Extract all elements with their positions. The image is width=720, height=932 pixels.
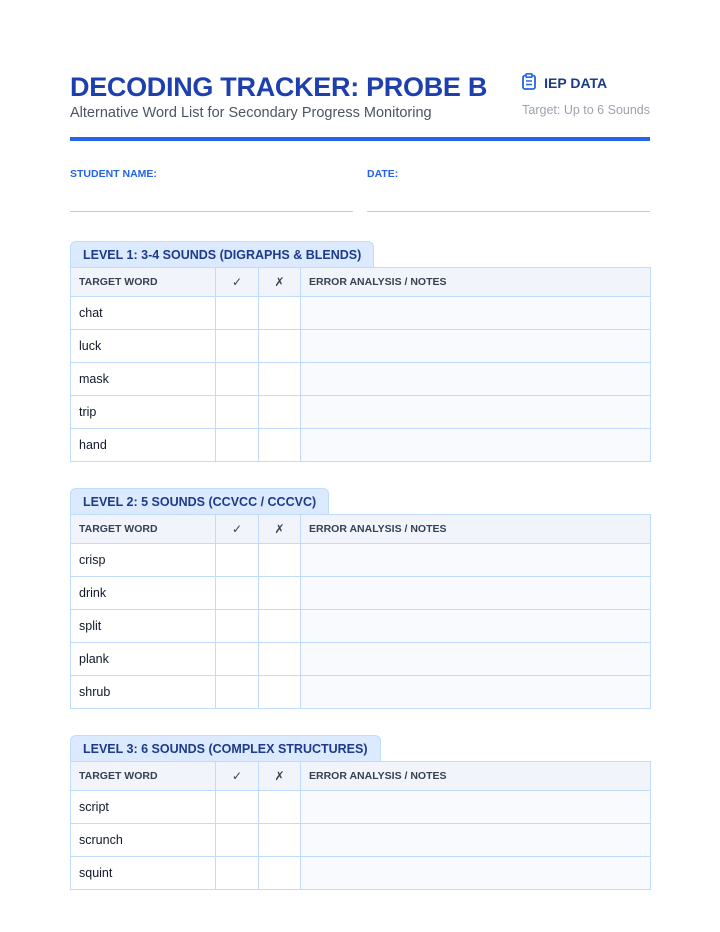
notes-cell[interactable] [301, 824, 651, 857]
col-header-notes: ERROR ANALYSIS / NOTES [301, 515, 651, 544]
student-name-label: STUDENT NAME: [70, 168, 157, 180]
col-header-correct: ✓ [216, 515, 259, 544]
iep-badge-title: IEP DATA [544, 75, 608, 91]
correct-mark-cell[interactable] [216, 363, 259, 396]
target-word: luck [71, 330, 216, 363]
correct-mark-cell[interactable] [216, 643, 259, 676]
correct-mark-cell[interactable] [216, 824, 259, 857]
target-word: crisp [71, 544, 216, 577]
word-table [70, 761, 651, 890]
incorrect-mark-cell[interactable] [259, 676, 301, 709]
table-row [71, 824, 651, 857]
table-row [71, 791, 651, 824]
section-title: LEVEL 1: 3-4 SOUNDS (DIGRAPHS & BLENDS) [70, 241, 374, 268]
incorrect-mark-cell[interactable] [259, 791, 301, 824]
table-row [71, 577, 651, 610]
col-header-incorrect: ✗ [259, 268, 301, 297]
table-header-row [71, 268, 651, 297]
notes-cell[interactable] [301, 429, 651, 462]
table-header-row [71, 762, 651, 791]
notes-cell[interactable] [301, 791, 651, 824]
incorrect-mark-cell[interactable] [259, 577, 301, 610]
target-word: shrub [71, 676, 216, 709]
table-row [71, 544, 651, 577]
col-header-notes: ERROR ANALYSIS / NOTES [301, 762, 651, 791]
header-divider [70, 137, 650, 141]
iep-badge [522, 73, 650, 117]
target-word: drink [71, 577, 216, 610]
incorrect-mark-cell[interactable] [259, 429, 301, 462]
target-word: split [71, 610, 216, 643]
col-header-word: TARGET WORD [71, 268, 216, 297]
notes-cell[interactable] [301, 330, 651, 363]
target-word: chat [71, 297, 216, 330]
incorrect-mark-cell[interactable] [259, 396, 301, 429]
target-word: trip [71, 396, 216, 429]
table-row [71, 330, 651, 363]
target-word: hand [71, 429, 216, 462]
table-row [71, 297, 651, 330]
iep-badge-subtitle: Target: Up to 6 Sounds [522, 103, 650, 117]
word-table [70, 514, 651, 709]
correct-mark-cell[interactable] [216, 330, 259, 363]
table-row [71, 363, 651, 396]
target-word: script [71, 791, 216, 824]
correct-mark-cell[interactable] [216, 544, 259, 577]
notes-cell[interactable] [301, 297, 651, 330]
table-row [71, 429, 651, 462]
incorrect-mark-cell[interactable] [259, 610, 301, 643]
col-header-word: TARGET WORD [71, 762, 216, 791]
col-header-correct: ✓ [216, 268, 259, 297]
correct-mark-cell[interactable] [216, 857, 259, 890]
target-word: plank [71, 643, 216, 676]
student-name-field[interactable] [70, 211, 353, 212]
correct-mark-cell[interactable] [216, 610, 259, 643]
correct-mark-cell[interactable] [216, 396, 259, 429]
col-header-incorrect: ✗ [259, 762, 301, 791]
col-header-incorrect: ✗ [259, 515, 301, 544]
correct-mark-cell[interactable] [216, 297, 259, 330]
col-header-word: TARGET WORD [71, 515, 216, 544]
table-row [71, 676, 651, 709]
notes-cell[interactable] [301, 363, 651, 396]
word-table [70, 267, 651, 462]
notes-cell[interactable] [301, 676, 651, 709]
date-label: DATE: [367, 168, 399, 180]
table-header-row [71, 515, 651, 544]
page-subtitle: Alternative Word List for Secondary Progress Monitoring [70, 105, 432, 121]
notes-cell[interactable] [301, 577, 651, 610]
table-row [71, 643, 651, 676]
correct-mark-cell[interactable] [216, 791, 259, 824]
target-word: scrunch [71, 824, 216, 857]
notes-cell[interactable] [301, 643, 651, 676]
col-header-correct: ✓ [216, 762, 259, 791]
correct-mark-cell[interactable] [216, 676, 259, 709]
col-header-notes: ERROR ANALYSIS / NOTES [301, 268, 651, 297]
target-word: mask [71, 363, 216, 396]
notes-cell[interactable] [301, 544, 651, 577]
target-word: squint [71, 857, 216, 890]
table-row [71, 610, 651, 643]
date-field[interactable] [367, 211, 650, 212]
incorrect-mark-cell[interactable] [259, 330, 301, 363]
notes-cell[interactable] [301, 396, 651, 429]
document-header [70, 70, 650, 140]
incorrect-mark-cell[interactable] [259, 857, 301, 890]
incorrect-mark-cell[interactable] [259, 297, 301, 330]
section-title: LEVEL 2: 5 SOUNDS (CCVCC / CCCVC) [70, 488, 329, 515]
clipboard-icon [522, 73, 536, 93]
correct-mark-cell[interactable] [216, 577, 259, 610]
table-row [71, 396, 651, 429]
page-title: DECODING TRACKER: PROBE B [70, 72, 488, 102]
incorrect-mark-cell[interactable] [259, 643, 301, 676]
incorrect-mark-cell[interactable] [259, 824, 301, 857]
notes-cell[interactable] [301, 610, 651, 643]
notes-cell[interactable] [301, 857, 651, 890]
section-title: LEVEL 3: 6 SOUNDS (COMPLEX STRUCTURES) [70, 735, 381, 762]
table-row [71, 857, 651, 890]
incorrect-mark-cell[interactable] [259, 363, 301, 396]
correct-mark-cell[interactable] [216, 429, 259, 462]
incorrect-mark-cell[interactable] [259, 544, 301, 577]
